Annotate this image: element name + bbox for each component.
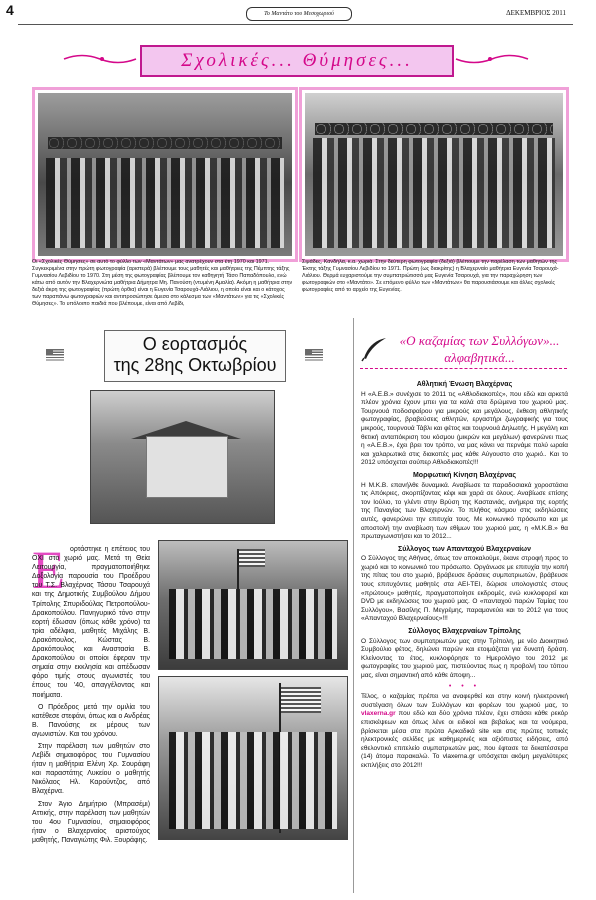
student-parade-photo (158, 676, 348, 840)
section-heading: Μορφωτική Κίνηση Βλαχέρνας (412, 471, 517, 479)
article-title-line2: της 28ης Οκτωβρίου (113, 355, 277, 375)
column-title-line1: «Ο καζαμίας των Συλλόγων»... (399, 333, 560, 348)
photo-caption-right: Σιμάδες, Κανδήλα, κ.α. χωριά. Στην δεύτερη φωτογραφία (δεξιά) βλέπουμε την παρέλαση των μαθητών της Έκτης τάξης Γυμνασίου Λεβιδίου το 1971. Πρώτη (ως διακρίτης) η Βλαχερναίο μαθήτρια Ευγενία Τσαρουχά-Λιάλιου. Θερμά ευχαριστούμε την συμπατριώτισσά μας Ευγενία Τσαρουχά, για την παραχώρηση των φωτογραφιών στο «Μαντάτο». Σε επόμενο φύλλο των «Μαντάτων» θα παρουσιάσουμε και άλλες σχολικές φωτογραφίες από το αρχείο της Ευγενίας. (302, 259, 559, 293)
drop-cap: Ε (32, 540, 65, 600)
closing-paragraph (361, 693, 568, 770)
section-heading: Αθλητική Ένωση Βλαχέρνας (416, 381, 513, 388)
quill-icon (360, 336, 388, 362)
flourish-right-icon (454, 52, 530, 66)
article-body (32, 540, 150, 848)
greek-flag-icon (46, 349, 64, 361)
article-title-box (104, 330, 286, 382)
section-text: Ο Σύλλογος των συμπατριωτών μας στην Τρίπολη, με νέο Διοικητικό Συμβούλιο φέτος, δηλώνει παρών και ετοιμάζεται για δυνατή δράση. Κλείνοντας το έτος, κυκλοφόρησε το Ημερολόγιο του 2012 με φωτογραφίες του χωριού μας, πιστεύοντας πως η προβολή του τόπου μας, είναι σημαντική από κάθε άποψη... (361, 637, 568, 679)
issue-date: ΔΕΚΕΜΒΡΙΟΣ 2011 (506, 9, 566, 17)
column-body (361, 377, 568, 773)
header-rule (18, 24, 573, 25)
church-photo (90, 390, 275, 524)
newspaper-name: Το Μαντάτο του Μεσοχωριού (246, 7, 352, 21)
section-text: Η «Α.Ε.Β.» συνέχισε το 2011 τις «Αθλοδιακοπές», που εδώ και αρκετά πλέον χρόνια έχουν μπει για τα καλά στα δρώμενα του χωριού μας. Τουρνουά ποδοσφαίρου για μικρούς και μεγάλους, έκθεση αθλητικής φωτογραφίας, βραβεύσεις αθλητών, εργαστήρι ζωγραφικής για τους μικρούς, τουρνουά Τάβλι και φέτος και τουρνουά Δηλωτής. Η μεγάλη και θετική ανταπόκριση του κόσμου (μικρών και μεγάλων) φανερώνει πως η «Α.Ε.Β.», έχει βρει τον τρόπο, να μας κάνει να περνάμε πολύ ωραία και χαλαρωτικά στις διακοπές μας κάθε Αύγουστο στο χωριό.. Και το 2012 υπόσχεται σούπερ Αθλοδιακοπές!!! (361, 390, 568, 467)
school-group-photo (32, 87, 298, 262)
article-paragraph: Στην παρέλαση των μαθητών στο Λεβίδι σημαιοφόρος του Γυμνασίου ήταν η μαθήτρια Ελένη Χρ. Σουράφη και παραστάτης Λυκείου ο μαθητής Νικόλαος Ηλ. Καρούντζος, από Βλαχέρνα. (32, 742, 150, 796)
article-title-line1: Ο εορτασμός (142, 334, 248, 354)
section-text: Η Μ.Κ.Β. επανήλθε δυναμικά. Αναβίωσε τα παραδοσιακά χοροστάσια τις Απόκριες, σκορπίζοντας κέφι και χαρά σε όλους. Αναβίωσε επίσης τον Ιούλιο, το γλέντι στην Βρύση της Καστανιάς, ανήμερα της εορτής της Παναγίας των Βλαχερνών. Το πλήθος κόσμου στις εκδηλώσεις αυτές, φανερώνει την επιτυχία τους. Με κοινωνικό πρόσωπο και με αποστολή την αναβίωση των εθίμων του χωριού μας, η «Μ.Κ.Β.» θα πρωταγωνιστήσει και το 2012... (361, 481, 568, 541)
school-parade-photo (299, 87, 569, 262)
section-banner-title: Σχολικές... Θύμησες... (181, 50, 413, 71)
greek-flag-icon (305, 349, 323, 361)
column-title-rule (360, 368, 567, 370)
section-banner (140, 45, 454, 77)
flourish-left-icon (62, 52, 138, 66)
village-parade-photo (158, 540, 348, 670)
closing-text-end: που εδώ και δύο χρόνια πλέον, έχει σπάσει κάθε ρεκόρ επισκέψεων και όπως λένε οι ειδικοί και βεβαίως και τα νούμερα, βρίσκεται μέσα στα πρώτα Αρκαδικά site και στις πρώτες τοπικές ηλεκτρονικές σελίδες με καθημερινές και αξιόπιστες ειδήσεις, από εθελοντικό επιτελείο συμπατριωτών μας, που έφτασε τα δεκατέσσερα (14) άτομα παρακαλώ. Το vlaxerna.gr υπόσχεται ακόμη μεγαλύτερες εκπλήξεις στο 2012!!! (361, 710, 568, 769)
article-paragraph: Στον Άγιο Δημήτριο (Μπρασέμι) Αττικής, στην παρέλαση των μαθητών του 4ου Γυμνασίου, σημαιοφόρος ήταν ο Βλαχερναίος αριστούχος μαθητής, Παναγιώτης Φιλ. Ξουράφης. (32, 800, 150, 844)
article-paragraph: ορτάστηκε η επέτειος του ΟΧΙ στο χωριό μας. Μετά τη Θεία Λειτουργία, πραγματοποιήθηκε Δοξολογία παρουσία του Προέδρου του Τ.Σ. Βλαχέρνας Τάσου Τσαρουχά και της Δημοτικής Συμβούλου Δήμου Τρίπολης Σπυριδούλας Πετροπούλου-Δρακοπούλου. Πανηγυρικό τόνο στην εορτή έδωσαν (όπως κάθε χρόνο) τα τρία αδέλφια, μαθητές Μιχάλης Β. Δρακόπουλος, Κώστας Β. Δρακόπουλος και Αναστασία Β. Δρακοπούλου οι οποίοι έφεραν την σημαία στην εκκλησία και απέδωσαν φόρο τιμής στους αγωνιστές του έπους του '40, απαγγέλοντας και ποιήματα. (32, 546, 150, 699)
section-separator: • • • (448, 682, 481, 690)
section-heading: Σύλλογος των Απανταχού Βλαχερναίων (398, 545, 531, 553)
section-heading: Σύλλογος Βλαχερναίων Τρίπολης (408, 628, 521, 636)
article-paragraph: Ο Πρόεδρος μετά την ομιλία του κατέθεσε στεφάνι, όπως και ο Ανδρέας Β. Πανούσης εκ μέρους των αγωνιστών. Και του χρόνου. (32, 703, 150, 738)
section-text: Ο Σύλλογος της Αθήνας, όπως τον αποκαλούμε, έκανε στροφή προς το χωριό και το κοινωνικό του πρόσωπο. Οργάνωσε με επιτυχία την κοπή της πίτας του στο χωριό, βράβευσε δράσεις συμπατριωτών, βράβευσε τους επιτυχόντες μαθητές στα ΑΕΙ-ΤΕΙ, δώρισε υπολογιστές στους «πρώτους» μαθητές, πραγματοποίησε εκδρομές, ενώ κυκλοφορεί και DVD με εκδηλώσεις του χωριού μας. Ο «πανταχού παρών Ταμίας του Συλλόγου», Βασίλης Π. Μεγρέμης, παραμονεύει και το 2012 για τους «Απανταχού Βλαχερναίους»!!! (361, 555, 568, 623)
photo-caption-left: Οι «Σχολικές Θύμησες» σε αυτό το φύλλο των «Μαντάτων» μας ανατρέχουν στα έτη 1970 και 1971. Συγκεκριμένα στην πρώτη φωτογραφία (αριστερά) βλέπουμε τους μαθητές και μαθήτριες της Πέμπτης τάξης Γυμνασίου Λεβιδίου το 1970. Στη μέση της φωτογραφίας βλέπουμε τον καθηγητή Τάσο Παπαδόπουλο, ενώ κάτω από αυτόν την Βλαχερνιώτα μαθήτρια Δήμητρα Μη. Πανούση (ντυμένη Αμαλία). Ακόμη η μαθήτρια στην δεξιά άκρη της φωτογραφίας (πρώτη όρθια) είναι η Ευγενία Τσαρουχά-Λιάλιου, η οποία είναι και ο κάτοχος των παραπάνω φωτογραφιών και αντιπροσώπησε άμεσα στο κάλεσμα των «Μαντάτων» για τις «Σχολικές Θύμησες». Το υπόλοιπο παιδιά που βλέπουμε, είναι από Λεβίδι, (32, 259, 293, 307)
closing-text-start: Τέλος, ο καζαμίας πρέπει να αναφερθεί και στην κοινή ηλεκτρονική συστέγαση όλων των Συλλόγων και φορέων του χωριού μας, το (361, 693, 568, 709)
column-title-line2: αλφαβητικά... (444, 350, 515, 365)
page-number: 4 (6, 2, 14, 18)
website-link[interactable]: vlaxerna.gr (361, 710, 396, 718)
column-divider (353, 318, 354, 893)
